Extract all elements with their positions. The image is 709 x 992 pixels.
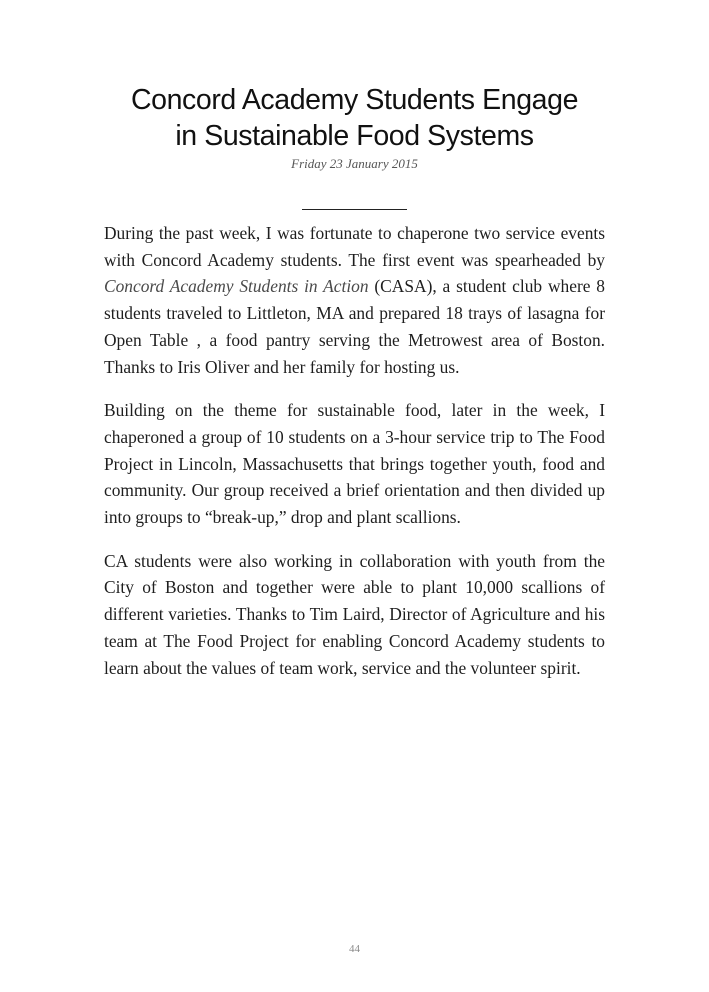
casa-club-link[interactable]: Concord Academy Students in Action: [104, 276, 369, 297]
paragraph-2: Building on the theme for sustainable food, later in the week, I chaperoned a group of 10 students on a 3-hour service trip to The Food Project in Lincoln, Massachusetts that brings together youth, food and community. Our group received a brief orientation and then divided up into groups to “break-up,” drop and plant scallions.: [104, 400, 605, 528]
article-title-line-2: in Sustainable Food Systems: [175, 120, 534, 152]
article-title: [60, 82, 649, 154]
article-date: Friday 23 January 2015: [291, 156, 418, 171]
paragraph-1-text-start: During the past week, I was fortunate to chaperone two service events with Concord Academy students. The first event was spearheaded by: [104, 223, 605, 270]
title-divider: [302, 209, 407, 210]
page-number: 44: [349, 943, 360, 955]
article-body: [104, 220, 605, 698]
paragraph-1: [104, 220, 605, 380]
paragraph-1-text-end: (CASA), a student club where 8 students traveled to Littleton, MA and prepared 18 trays of lasagna for Open Table , a food pantry serving the Metrowest area of Boston. Thanks to Iris Oliver and her family for hosting us.: [104, 276, 605, 377]
article-title-line-1: Concord Academy Students Engage: [130, 84, 579, 116]
paragraph-3: CA students were also working in collaboration with youth from the City of Boston and together were able to plant 10,000 scallions of different varieties. Thanks to Tim Laird, Director of Agriculture and his team at The Food Project for enabling Concord Academy students to learn about the values of team work, service and the volunteer spirit.: [104, 550, 605, 678]
